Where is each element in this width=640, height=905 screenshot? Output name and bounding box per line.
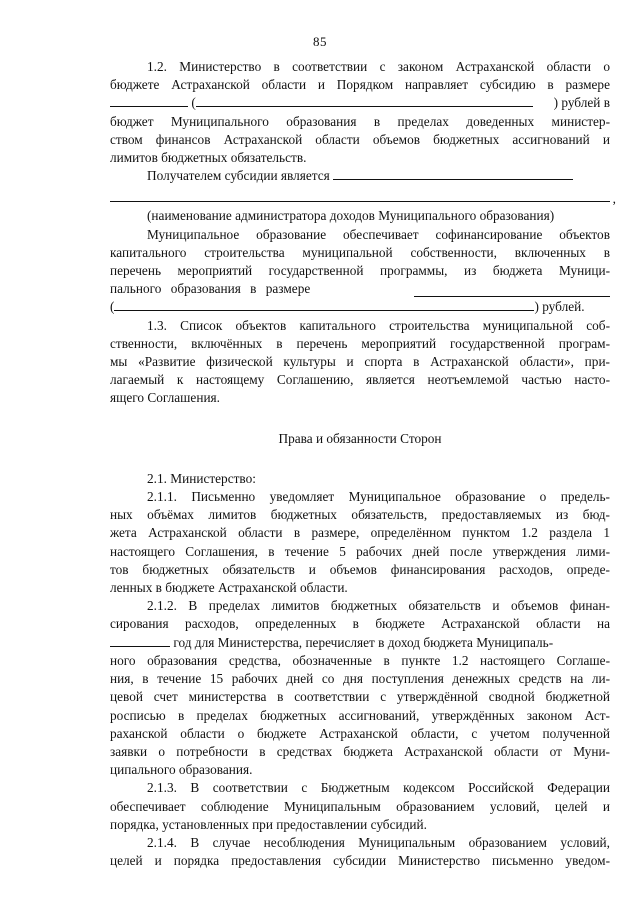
text-line: ством финансов Астраханской области объемов бюджетных ассигнований и	[110, 131, 610, 147]
text-line: цевой счет министерства в соответствии с утверждённой сводной бюджетной	[110, 689, 610, 705]
recipient-line-end: ,	[612, 191, 616, 207]
text-line: ния, в течение 15 рабочих дней со дня поступления денежных средств на ли-	[110, 671, 610, 687]
section-heading: Права и обязанности Сторон	[278, 430, 442, 446]
paragraph-1-2	[110, 58, 610, 167]
recipient-line	[110, 167, 610, 185]
cofinancing-words-blank	[114, 298, 534, 311]
paren-open: (	[191, 95, 196, 111]
text-line: раханской области о бюджете Астраханской области, с учетом полученной	[110, 725, 610, 741]
clause-2-1-2	[110, 597, 610, 779]
text-line: 1.3. Список объектов капитального строительства муниципальной соб-	[147, 317, 610, 333]
cofinancing-tail: ) рублей.	[534, 299, 585, 315]
text-line: капитального строительства муниципальной собственности, включенных в	[110, 244, 610, 260]
text-line: бюджете Астраханской области и Порядком направляет субсидию в размере	[110, 77, 610, 93]
text-line: 2.1.1. Письменно уведомляет Муниципальное образование о предель-	[147, 489, 610, 505]
paragraph-1-3	[110, 317, 610, 408]
recipient-block	[110, 167, 616, 225]
text-line: ственности, включённых в перечень мероприятий государственной програм-	[110, 335, 610, 351]
recipient-line-rule	[110, 188, 610, 202]
text-line: жета Астраханской области в размере, определённом пунктом 1.2 раздела 1	[110, 525, 610, 541]
text-line: порядка, установленных при предоставлении субсидий.	[110, 816, 427, 832]
amount-blank	[110, 94, 188, 107]
clause-2-1-3	[110, 779, 610, 834]
text-line: пального образования в размере	[110, 281, 311, 297]
text-line: настоящего Соглашения, в течение 5 рабочих дней после утверждения лими-	[110, 543, 610, 559]
clause-2-1: 2.1. Министерство:	[147, 470, 256, 486]
text-line: целей и порядка предоставления субсидии Министерство письменно уведом-	[110, 853, 610, 869]
text-line: перечень мероприятий государственной программы, из бюджета Муници-	[110, 263, 610, 279]
text-line: Муниципальное образование обеспечивает софинансирование объектов	[147, 226, 610, 242]
recipient-caption: (наименование администратора доходов Муниципального образования)	[147, 208, 555, 224]
text-line: заявки о потребности в средствах бюджета Астраханской области от Муни-	[110, 743, 610, 759]
text-line: обеспечивает соблюдение Муниципальным образованием условий, целей и	[110, 798, 610, 814]
cofinancing-amount-blank	[414, 284, 610, 297]
paren-open: (	[110, 299, 115, 315]
text-line: лимитов бюджетных обязательств.	[110, 150, 307, 166]
year-line	[110, 634, 610, 652]
text-line: 2.1.4. В случае несоблюдения Муниципальным образованием условий,	[147, 834, 610, 850]
text-line: 2.1.3. В соответствии с Бюджетным кодексом Российской Федерации	[147, 780, 610, 796]
cofinancing-words-line	[110, 298, 610, 316]
text-line: сирования расходов, определенных в бюджете Астраханской области на	[110, 616, 610, 632]
text-line: мы «Развитие физической культуры и спорта в Астраханской области», при-	[110, 354, 610, 370]
cofinancing-paragraph	[110, 226, 610, 317]
document-body	[110, 58, 616, 870]
year-blank	[110, 634, 170, 647]
text-line: ного образования средства, обозначенные в пункте 1.2 настоящего Соглаше-	[110, 652, 610, 668]
page-number: 85	[313, 34, 327, 49]
text-line: лагаемый к настоящему Соглашению, является неотъемлемой частью насто-	[110, 372, 610, 388]
recipient-label: Получателем субсидии является	[147, 168, 330, 184]
cofinancing-amount-line	[110, 280, 610, 298]
text-line: тов бюджетных обязательств и объемов финансирования расходов, опреде-	[110, 561, 610, 577]
text-line: ных объёмах лимитов бюджетных обязательств, предоставляемых из бюд-	[110, 507, 610, 523]
clause-2-1-4	[110, 834, 610, 870]
recipient-blank	[333, 167, 573, 180]
text-line: ящего Соглашения.	[110, 390, 220, 406]
text-line: ципального образования.	[110, 762, 253, 778]
text-line: ленных в бюджете Астраханской области.	[110, 580, 348, 596]
text-line: росписью в пределах бюджетных ассигнований, утверждённых законом Аст-	[110, 707, 610, 723]
text-line: год для Министерства, перечисляет в доход бюджета Муниципаль-	[173, 634, 554, 650]
text-line: ) рублей в	[553, 95, 610, 111]
text-line: 1.2. Министерство в соответствии с законом Астраханской области о	[147, 59, 610, 74]
text-line: бюджет Муниципального образования в пределах доведенных министер-	[110, 113, 610, 129]
clause-2-1-1	[110, 488, 610, 597]
amount-line	[110, 94, 610, 112]
amount-words-blank	[196, 94, 533, 107]
recipient-full-line	[110, 188, 616, 207]
text-line: 2.1.2. В пределах лимитов бюджетных обязательств и объемов финан-	[147, 598, 610, 614]
